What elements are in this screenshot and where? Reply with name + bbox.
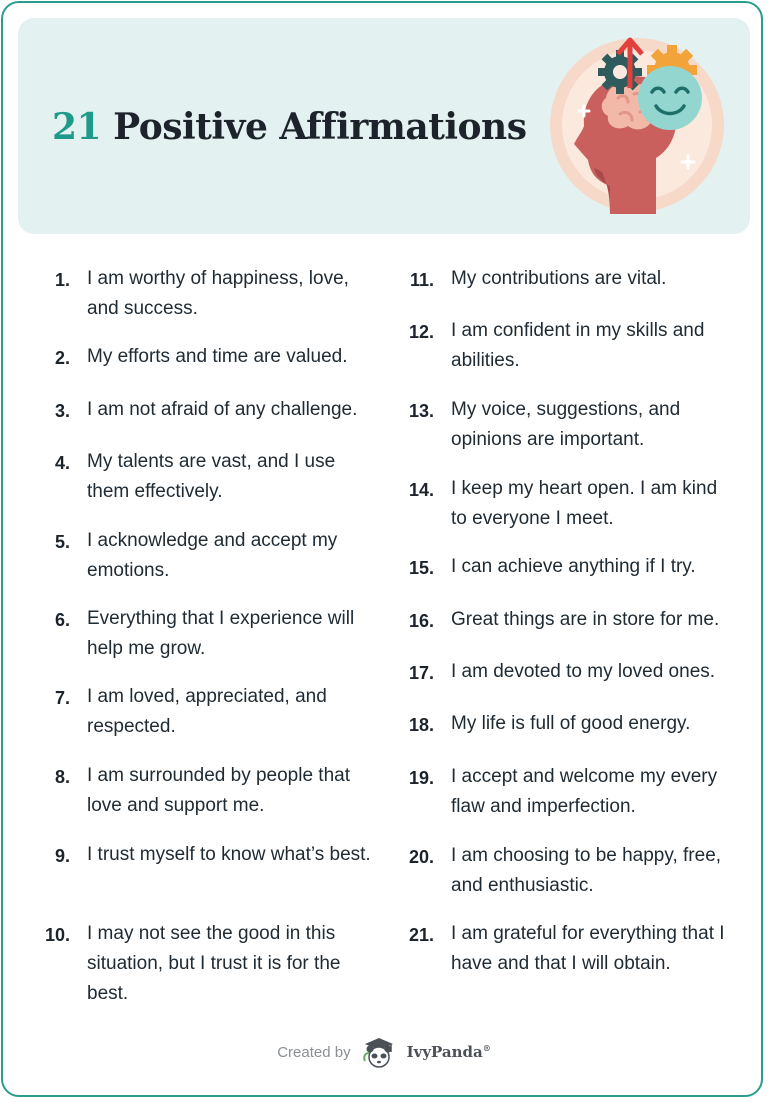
- item-number: 1.: [54, 270, 70, 290]
- item-text: My talents are vast, and I use them effectively.: [87, 451, 336, 502]
- item-number: 11.: [409, 270, 434, 290]
- item-text: I trust myself to know what’s best.: [87, 844, 371, 865]
- item-number: 19.: [408, 768, 434, 788]
- list-item: [400, 762, 735, 822]
- title-number: 21: [52, 106, 102, 148]
- item-text: I am devoted to my loved ones.: [451, 661, 716, 682]
- item-number: 9.: [54, 846, 70, 866]
- item-number: 12.: [408, 322, 434, 342]
- item-text: I am not afraid of any challenge.: [87, 399, 358, 420]
- registered-mark: ®: [482, 1043, 491, 1053]
- item-text: I keep my heart open. I am kind to everyone I meet.: [451, 478, 718, 529]
- list-item: [36, 761, 372, 821]
- item-number: 16.: [408, 611, 434, 631]
- item-text: I am surrounded by people that love and support me.: [87, 765, 351, 816]
- list-item: [36, 919, 372, 1009]
- list-item: [400, 395, 735, 455]
- list-item: [400, 474, 735, 534]
- item-number: 21.: [408, 925, 434, 945]
- item-text: I can achieve anything if I try.: [451, 556, 696, 577]
- item-text: I am grateful for everything that I have and that I will obtain.: [451, 923, 725, 974]
- list-item: [400, 657, 735, 688]
- head-with-gears-and-smiley-icon: [548, 36, 726, 214]
- list-item: [36, 840, 372, 871]
- item-text: My contributions are vital.: [451, 268, 667, 289]
- title-text: Positive Affirmations: [113, 106, 527, 148]
- item-number: 18.: [408, 715, 434, 735]
- list-item: [400, 709, 735, 740]
- list-item: [36, 604, 372, 664]
- item-number: 14.: [408, 480, 434, 500]
- list-item: [36, 526, 372, 586]
- ivypanda-logo-icon[interactable]: [361, 1035, 397, 1069]
- item-number: 7.: [54, 688, 70, 708]
- item-text: Everything that I experience will help me grow.: [87, 608, 355, 659]
- item-number: 6.: [54, 610, 70, 630]
- list-item: [36, 264, 372, 324]
- list-item: [36, 342, 372, 373]
- item-number: 10.: [44, 925, 70, 945]
- item-text: I am choosing to be happy, free, and enthusiastic.: [451, 845, 722, 896]
- item-number: 8.: [54, 767, 70, 787]
- item-number: 15.: [408, 558, 434, 578]
- list-item: [36, 682, 372, 742]
- item-number: 13.: [408, 401, 434, 421]
- item-text: I acknowledge and accept my emotions.: [87, 530, 338, 581]
- item-text: I am loved, appreciated, and respected.: [87, 686, 327, 737]
- item-text: I am worthy of happiness, love, and success.: [87, 268, 349, 319]
- list-item: [36, 395, 372, 426]
- item-number: 5.: [54, 532, 70, 552]
- item-text: My voice, suggestions, and opinions are important.: [451, 399, 681, 450]
- item-number: 4.: [54, 453, 70, 473]
- item-number: 20.: [408, 847, 434, 867]
- list-item: [400, 605, 735, 636]
- page-title: [52, 106, 526, 148]
- item-text: My life is full of good energy.: [451, 713, 691, 734]
- item-text: My efforts and time are valued.: [87, 346, 348, 367]
- item-text: I may not see the good in this situation, but I trust it is for the best.: [87, 923, 341, 1004]
- item-text: Great things are in store for me.: [451, 609, 720, 630]
- footer-credit: [0, 1034, 768, 1070]
- list-item: [400, 316, 735, 376]
- brand-name[interactable]: [407, 1043, 491, 1061]
- item-number: 2.: [54, 348, 70, 368]
- list-item: [400, 552, 735, 583]
- list-item: [400, 841, 735, 901]
- list-item: [400, 919, 735, 979]
- item-text: I accept and welcome my every flaw and imperfection.: [451, 766, 718, 817]
- item-number: 3.: [54, 401, 70, 421]
- list-item: [400, 264, 735, 295]
- list-item: [36, 447, 372, 507]
- item-number: 17.: [408, 663, 434, 683]
- brand-text: IvyPanda: [406, 1043, 483, 1061]
- created-by-label: Created by: [277, 1043, 351, 1061]
- item-text: I am confident in my skills and abilities.: [451, 320, 705, 371]
